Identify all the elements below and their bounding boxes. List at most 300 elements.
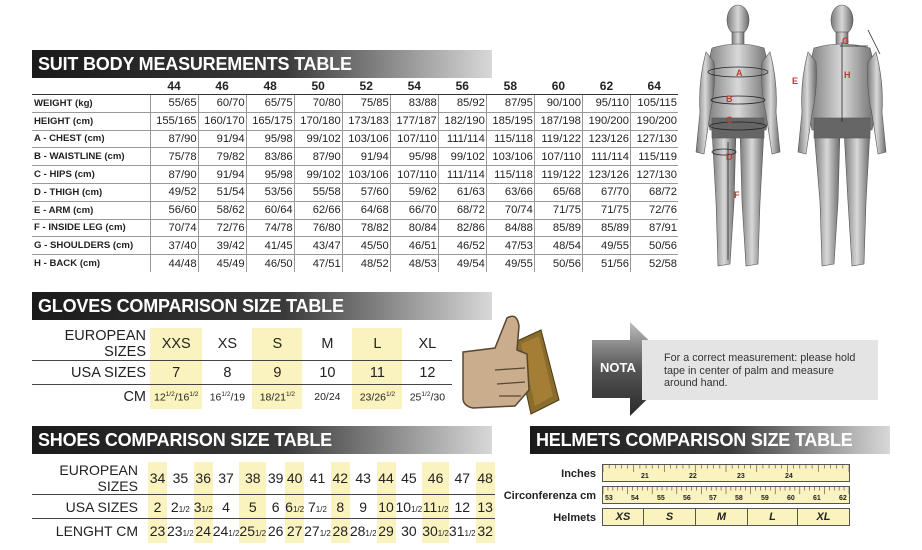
value-main: 25 [239,522,255,539]
label-b: B [726,94,733,104]
value-fraction: 1/2 [254,528,267,538]
suit-row [32,95,678,113]
cm-tick: 56 [683,495,691,502]
shoes-length [167,519,194,543]
suit-cell: 115/119 [630,148,678,166]
value-main: 13 [477,498,493,515]
suit-cell: 47/53 [486,237,534,255]
gloves-eu-size: M [302,328,352,361]
inches-label: Inches [561,468,596,480]
suit-size-46: 46 [198,78,246,95]
suit-cell: 85/89 [582,219,630,237]
label-g: G [842,36,850,46]
value-main: 10 [378,498,394,515]
inch-tick: 24 [785,473,793,480]
value-main: 29 [378,522,394,539]
shoes-eu-size: 40 [285,462,304,495]
value-main: 9 [359,498,368,515]
suit-row [32,219,678,237]
suit-cell: 103/106 [342,166,390,184]
helmets-table-title: HELMETS COMPARISON SIZE TABLE [530,426,890,454]
shoes-usa-size [396,495,423,519]
value-fraction: 1/2 [365,528,377,538]
suit-cell: 50/56 [630,237,678,255]
suit-cell: 85/92 [438,95,486,113]
suit-cell: 72/76 [630,201,678,219]
suit-cell: 85/89 [534,219,582,237]
cm-tick: 53 [605,495,613,502]
suit-cell: 45/49 [198,255,246,273]
thumbs-up-icon [455,310,575,416]
gloves-usa-size: 8 [202,361,252,385]
suit-cell: 51/56 [582,255,630,273]
shoes-eu-size: 45 [396,462,423,495]
suit-row-label: H - BACK (cm) [32,255,150,273]
shoes-table-title: SHOES COMPARISON SIZE TABLE [32,426,492,454]
suit-cell: 87/95 [486,95,534,113]
value-fraction: 1/2 [319,528,331,538]
value-main: 27 [304,522,320,539]
suit-cell: 74/78 [246,219,294,237]
suit-corner [32,78,150,95]
suit-row-label: WEIGHT (kg) [32,95,150,113]
nota-text: For a correct measurement: please hold tape in center of palm and measure around hand. [664,352,856,389]
helmets-label: Helmets [553,512,596,524]
value-main: 10 [395,498,412,515]
cm-tick: 62 [839,495,847,502]
gloves-eu-size: XL [402,328,452,361]
value-fraction: 1/2 [286,390,296,398]
shoes-length [239,519,266,543]
value-main: 30 [401,522,417,539]
suit-cell: 119/122 [534,166,582,184]
suit-cell: 107/110 [534,148,582,166]
value-fraction: 1/2 [421,390,431,398]
value-fraction: 1/2 [386,390,396,398]
value-fraction: 1/2 [182,528,194,538]
shoes-eu-size: 34 [148,462,167,495]
gloves-usa-size: 11 [352,361,402,385]
suit-row [32,237,678,255]
value-main: 5 [248,498,257,515]
suit-row-label: D - THIGH (cm) [32,183,150,201]
shoes-length-label: LENGHT CM [55,522,138,539]
suit-cell: 182/190 [438,112,486,130]
shoes-usa-size [331,495,350,519]
shoes-length [476,519,495,543]
suit-cell: 75/85 [342,95,390,113]
value-mid: /16 [174,391,190,403]
suit-cell: 72/76 [198,219,246,237]
suit-cell: 91/94 [198,166,246,184]
suit-cell: 59/62 [390,183,438,201]
value-fraction: 1/2 [315,504,327,514]
suit-cell: 95/98 [246,166,294,184]
suit-row [32,183,678,201]
suit-cell: 46/51 [390,237,438,255]
front-figure [696,5,780,266]
suit-cell: 46/52 [438,237,486,255]
suit-cell: 99/102 [438,148,486,166]
value-fraction: 1/2 [437,504,449,514]
suit-cell: 66/70 [390,201,438,219]
shoes-usa-size [476,495,495,519]
shoes-usa-label: USA SIZES [32,495,148,519]
value-main: 23/26 [359,391,386,403]
shoes-usa-size [194,495,213,519]
suit-cell: 107/110 [390,130,438,148]
shoes-eu-size: 38 [239,462,266,495]
value-fraction: 1/2 [411,504,423,514]
value-main: 18/21 [259,391,286,403]
helmet-size: XS [615,511,631,523]
suit-cell: 63/66 [486,183,534,201]
shoes-length [422,519,449,543]
suit-cell: 107/110 [390,166,438,184]
cm-tick: 59 [761,495,769,502]
shoes-length [396,519,423,543]
suit-cell: 49/54 [438,255,486,273]
suit-cell: 51/54 [198,183,246,201]
shoes-usa-size [239,495,266,519]
gloves-usa-label: USA SIZES [32,361,150,385]
body-figure-illustration [690,2,922,284]
gloves-cm-size [150,385,202,409]
suit-cell: 160/170 [198,112,246,130]
suit-cell: 95/98 [390,148,438,166]
value-fraction: 1/2 [178,504,190,514]
value-fraction: 1/2 [201,504,213,514]
suit-cell: 78/82 [342,219,390,237]
shoes-size-table [32,462,495,543]
suit-size-62: 62 [582,78,630,95]
value-fraction: 1/2 [189,390,199,398]
suit-measurements-table [32,78,678,272]
gloves-cm-size [352,385,402,409]
suit-cell: 79/82 [198,148,246,166]
value-mid: /19 [230,391,246,403]
suit-row [32,201,678,219]
suit-table-title: SUIT BODY MEASUREMENTS TABLE [32,50,492,78]
suit-cell: 173/183 [342,112,390,130]
value-fraction: 1/2 [228,528,240,538]
suit-cell: 70/80 [294,95,342,113]
suit-cell: 87/90 [150,130,198,148]
gloves-eu-size: L [352,328,402,361]
suit-row-label: A - CHEST (cm) [32,130,150,148]
value-main: 23 [167,522,183,539]
shoes-eu-size: 35 [167,462,194,495]
shoes-length [449,519,476,543]
helmet-size: S [643,509,695,525]
value-fraction: 1/2 [165,390,175,398]
suit-cell: 41/45 [246,237,294,255]
gloves-usa-size: 7 [150,361,202,385]
suit-cell: 39/42 [198,237,246,255]
suit-cell: 76/80 [294,219,342,237]
value-main: 20/24 [314,390,341,403]
suit-size-60: 60 [534,78,582,95]
suit-cell: 115/118 [486,130,534,148]
value-main: 27 [286,522,303,539]
gloves-cm-size [202,385,252,409]
suit-cell: 60/64 [246,201,294,219]
suit-cell: 87/90 [150,166,198,184]
suit-cell: 187/198 [534,112,582,130]
suit-cell: 83/86 [246,148,294,166]
shoes-length [148,519,167,543]
nota-callout [592,322,878,416]
suit-cell: 115/118 [486,166,534,184]
helmet-size: XL [797,509,849,525]
value-main: 32 [477,522,493,539]
suit-cell: 61/63 [438,183,486,201]
suit-cell: 91/94 [342,148,390,166]
value-fraction: 1/2 [464,528,476,538]
value-main: 8 [336,498,345,515]
suit-cell: 99/102 [294,166,342,184]
suit-cell: 87/91 [630,219,678,237]
value-main: 6 [271,498,280,515]
shoes-eu-size: 39 [266,462,285,495]
suit-cell: 48/53 [390,255,438,273]
suit-cell: 111/114 [438,130,486,148]
suit-cell: 56/60 [150,201,198,219]
suit-size-54: 54 [390,78,438,95]
suit-row-label: B - WAISTLINE (cm) [32,148,150,166]
gloves-cm-label: CM [123,388,146,405]
shoes-length [194,519,213,543]
suit-cell: 170/180 [294,112,342,130]
shoes-length [331,519,350,543]
suit-cell: 43/47 [294,237,342,255]
cm-tick: 54 [631,495,639,502]
suit-row-label: G - SHOULDERS (cm) [32,237,150,255]
suit-cell: 185/195 [486,112,534,130]
gloves-table-title: GLOVES COMPARISON SIZE TABLE [32,292,492,320]
suit-cell: 46/50 [246,255,294,273]
shoes-length [213,519,240,543]
suit-row [32,112,678,130]
suit-cell: 123/126 [582,166,630,184]
suit-cell: 60/70 [198,95,246,113]
inch-tick: 22 [689,473,697,480]
suit-size-64: 64 [630,78,678,95]
shoes-eu-size: 36 [194,462,213,495]
cm-tick: 60 [787,495,795,502]
value-main: 28 [349,522,366,539]
suit-cell: 123/126 [582,130,630,148]
gloves-eu-label: EUROPEAN SIZES [32,328,150,361]
inch-tick: 21 [641,473,649,480]
suit-cell: 83/88 [390,95,438,113]
suit-cell: 103/106 [486,148,534,166]
value-main: 2 [153,498,162,515]
suit-cell: 177/187 [390,112,438,130]
shoes-eu-size: 41 [304,462,331,495]
shoes-length [285,519,304,543]
suit-cell: 90/100 [534,95,582,113]
suit-cell: 87/90 [294,148,342,166]
suit-row-label: HEIGHT (cm) [32,112,150,130]
suit-cell: 49/55 [486,255,534,273]
suit-cell: 71/75 [534,201,582,219]
shoes-eu-size: 43 [350,462,377,495]
label-a: A [736,68,743,78]
suit-cell: 82/86 [438,219,486,237]
suit-cell: 75/78 [150,148,198,166]
value-main: 16 [209,391,222,403]
suit-cell: 111/114 [438,166,486,184]
suit-row-label: C - HIPS (cm) [32,166,150,184]
suit-cell: 95/98 [246,130,294,148]
circumference-label: Circonferenza cm [503,490,596,502]
gloves-eu-size: S [252,328,302,361]
suit-cell: 91/94 [198,130,246,148]
suit-cell: 45/50 [342,237,390,255]
shoes-length [377,519,396,543]
suit-size-58: 58 [486,78,534,95]
value-fraction: 1/2 [221,390,231,398]
suit-row [32,166,678,184]
gloves-cm-size [302,385,352,409]
suit-cell: 50/56 [534,255,582,273]
shoes-length [266,519,285,543]
gloves-cm-size [402,385,452,409]
suit-cell: 47/51 [294,255,342,273]
suit-cell: 48/52 [342,255,390,273]
suit-cell: 127/130 [630,130,678,148]
shoes-eu-size: 48 [476,462,495,495]
label-e: E [792,76,799,86]
suit-cell: 165/175 [246,112,294,130]
inch-tick: 23 [737,473,745,480]
suit-cell: 55/65 [150,95,198,113]
label-d: D [726,152,733,162]
value-main: 24 [212,522,229,539]
suit-cell: 84/88 [486,219,534,237]
gloves-eu-size: XS [202,328,252,361]
suit-cell: 71/75 [582,201,630,219]
suit-cell: 53/56 [246,183,294,201]
shoes-eu-size: 46 [422,462,449,495]
shoes-usa-size [213,495,240,519]
shoes-usa-size [449,495,476,519]
helmets-size-ruler [503,462,890,532]
suit-cell: 70/74 [486,201,534,219]
suit-cell: 65/68 [534,183,582,201]
cm-tick: 58 [735,495,743,502]
shoes-usa-size [148,495,167,519]
suit-cell: 190/200 [582,112,630,130]
suit-cell: 190/200 [630,112,678,130]
shoes-usa-size [377,495,396,519]
cm-tick: 61 [813,495,821,502]
suit-size-56: 56 [438,78,486,95]
suit-cell: 57/60 [342,183,390,201]
gloves-size-table [32,328,452,409]
suit-cell: 68/72 [438,201,486,219]
value-main: 26 [267,522,284,539]
shoes-length [350,519,377,543]
shoes-usa-size [285,495,304,519]
value-mid: /30 [430,391,446,403]
shoes-usa-size [304,495,331,519]
suit-row [32,148,678,166]
suit-cell: 49/52 [150,183,198,201]
gloves-usa-size: 10 [302,361,352,385]
value-main: 31 [448,522,465,539]
shoes-length [304,519,331,543]
shoes-eu-size: 44 [377,462,396,495]
value-fraction: 1/2 [292,504,305,514]
value-main: 25 [409,391,422,403]
gloves-cm-size [252,385,302,409]
suit-cell: 70/74 [150,219,198,237]
suit-size-48: 48 [246,78,294,95]
suit-cell: 127/130 [630,166,678,184]
value-main: 12 [154,391,166,403]
value-main: 24 [195,522,211,539]
shoes-usa-size [167,495,194,519]
value-main: 30 [422,522,438,539]
suit-cell: 55/58 [294,183,342,201]
suit-cell: 95/110 [582,95,630,113]
shoes-eu-size: 47 [449,462,476,495]
suit-cell: 111/114 [582,148,630,166]
value-main: 4 [222,498,230,515]
value-fraction: 1/2 [437,528,449,538]
suit-cell: 62/66 [294,201,342,219]
suit-cell: 65/75 [246,95,294,113]
suit-cell: 37/40 [150,237,198,255]
value-main: 6 [285,498,293,515]
suit-cell: 80/84 [390,219,438,237]
value-main: 11 [422,498,438,515]
suit-cell: 64/68 [342,201,390,219]
shoes-eu-label: EUROPEAN SIZES [32,462,148,495]
label-f: F [734,190,740,200]
suit-cell: 119/122 [534,130,582,148]
suit-size-44: 44 [150,78,198,95]
nota-label: NOTA [600,360,636,375]
suit-cell: 58/62 [198,201,246,219]
helmet-size: M [695,509,747,525]
suit-cell: 67/70 [582,183,630,201]
shoes-usa-size [422,495,449,519]
suit-row [32,255,678,273]
shoes-eu-size: 42 [331,462,350,495]
gloves-usa-size: 12 [402,361,452,385]
suit-row [32,130,678,148]
suit-cell: 52/58 [630,255,678,273]
shoes-eu-size: 37 [213,462,240,495]
suit-cell: 103/106 [342,130,390,148]
label-c: C [726,115,733,125]
suit-cell: 155/165 [150,112,198,130]
suit-size-52: 52 [342,78,390,95]
suit-size-50: 50 [294,78,342,95]
gloves-usa-size: 9 [252,361,302,385]
value-main: 23 [149,522,166,539]
cm-tick: 55 [657,495,665,502]
suit-cell: 44/48 [150,255,198,273]
label-h: H [844,70,851,80]
suit-cell: 48/54 [534,237,582,255]
helmet-size: L [747,509,797,525]
value-main: 3 [193,498,202,515]
gloves-eu-size: XXS [150,328,202,361]
